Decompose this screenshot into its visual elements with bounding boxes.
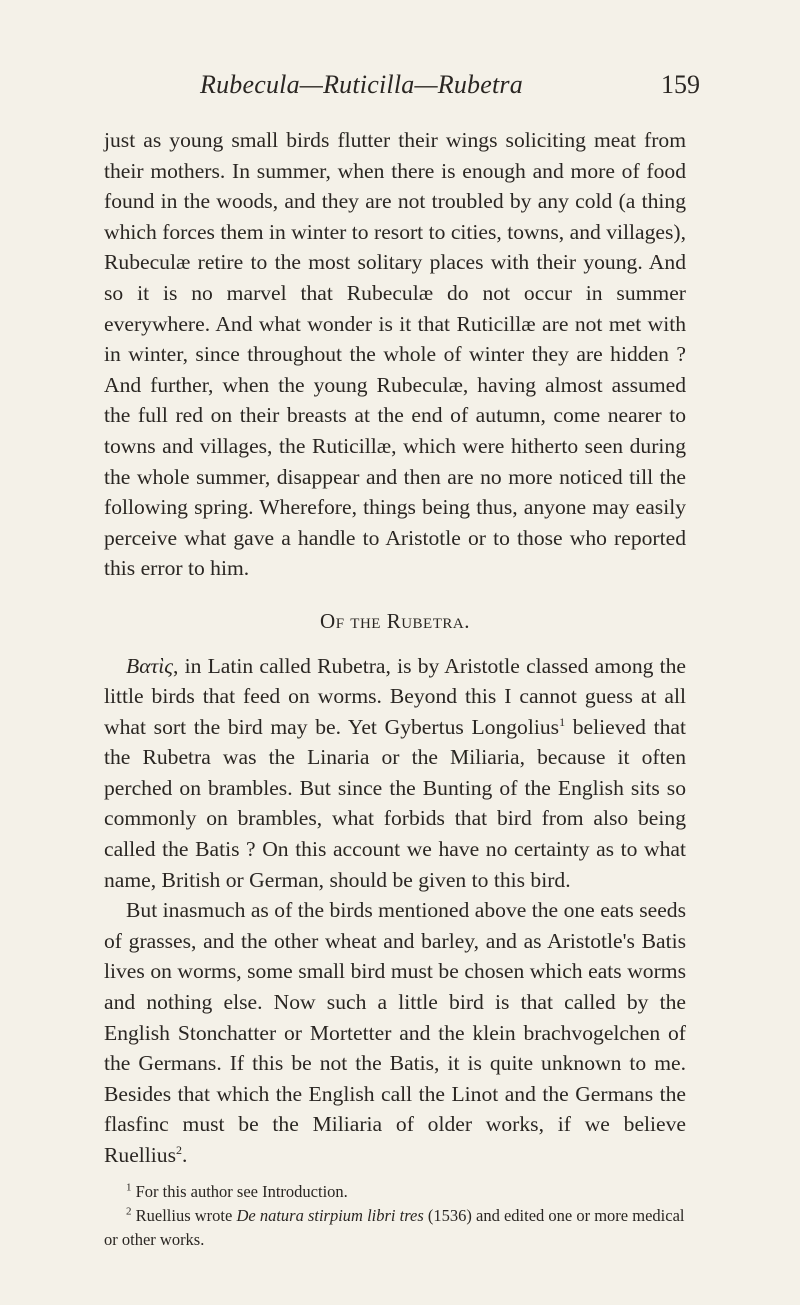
paragraph-text: , in Latin called Rubetra, is by Aristotle classed among the little birds that feed on worms. Beyond this I cannot guess at all what sort the bird may be. Yet Gybertus Longolius — [104, 653, 686, 739]
footnotes — [104, 1180, 686, 1252]
page-number: 159 — [661, 70, 700, 99]
footnote — [104, 1204, 686, 1252]
paragraph — [104, 895, 686, 1170]
paragraph — [104, 651, 686, 896]
footnote-marker: 2 — [126, 1205, 132, 1218]
footnote — [104, 1180, 686, 1204]
section-heading: Of the Rubetra. — [320, 608, 470, 633]
paragraph: just as young small birds flutter their wings soliciting meat from their mothers. In summer, when there is enough and more of food found in the woods, and they are not troubled by any cold (a thing which forces them in winter to resort to cities, towns, and villages), Rubeculæ retire to the most solitary places with their young. And so it is no marvel that Rubeculæ do not occur in summer everywhere. And what wonder is it that Ruticillæ are not met with in winter, since throughout the whole of winter they are hidden ? And further, when the young Rubeculæ, having almost assumed the full red on their breasts at the end of autumn, come nearer to towns and villages, the Ruticillæ, which were hitherto seen during the whole summer, disappear and then are no more noticed till the following spring. Wherefore, things being thus, anyone may easily perceive what gave a handle to Aristotle or to those who reported this error to him. — [104, 128, 686, 581]
footnote-reference: 2 — [175, 1142, 182, 1157]
body-text — [104, 125, 686, 1171]
footnote-reference: 1 — [559, 714, 566, 729]
paragraph-text: But inasmuch as of the birds mentioned above the one eats seeds of grasses, and the other wheat and barley, and as Aristotle's Batis lives on worms, some small bird must be chosen which eats worms and nothing else. Now such a little bird is that called by the English Stonchatter or Mortetter and the klein brachvogelchen of the Germans. If this be not the Batis, it is quite unknown to me. Besides that which the English call the Linot and the Germans the flasfinc must be the Miliaria of older works, if we believe Ruellius — [104, 898, 686, 1167]
greek-word: Βατὶς — [126, 653, 174, 678]
running-head: Rubecula—Ruticilla—Rubetra — [200, 70, 523, 99]
book-title: De natura stirpium libri tres — [236, 1206, 424, 1225]
footnote-text: For this author see Introduction. — [135, 1182, 348, 1201]
footnote-text: Ruellius wrote — [135, 1206, 237, 1225]
paragraph-text: . — [181, 1143, 188, 1167]
footnote-text: (1536) and edited one or more medical or other works. — [104, 1206, 685, 1249]
page-header — [200, 70, 700, 106]
paragraph-text: believed that the Rubetra was the Linaria or the Miliaria, because it often perched on brambles. But since the Bunting of the English sits so commonly on brambles, what forbids that bird from also being called the Batis ? On this account we have no certainty as to what name, British or German, should be given to this bird. — [104, 714, 686, 892]
footnote-marker: 1 — [126, 1181, 132, 1194]
